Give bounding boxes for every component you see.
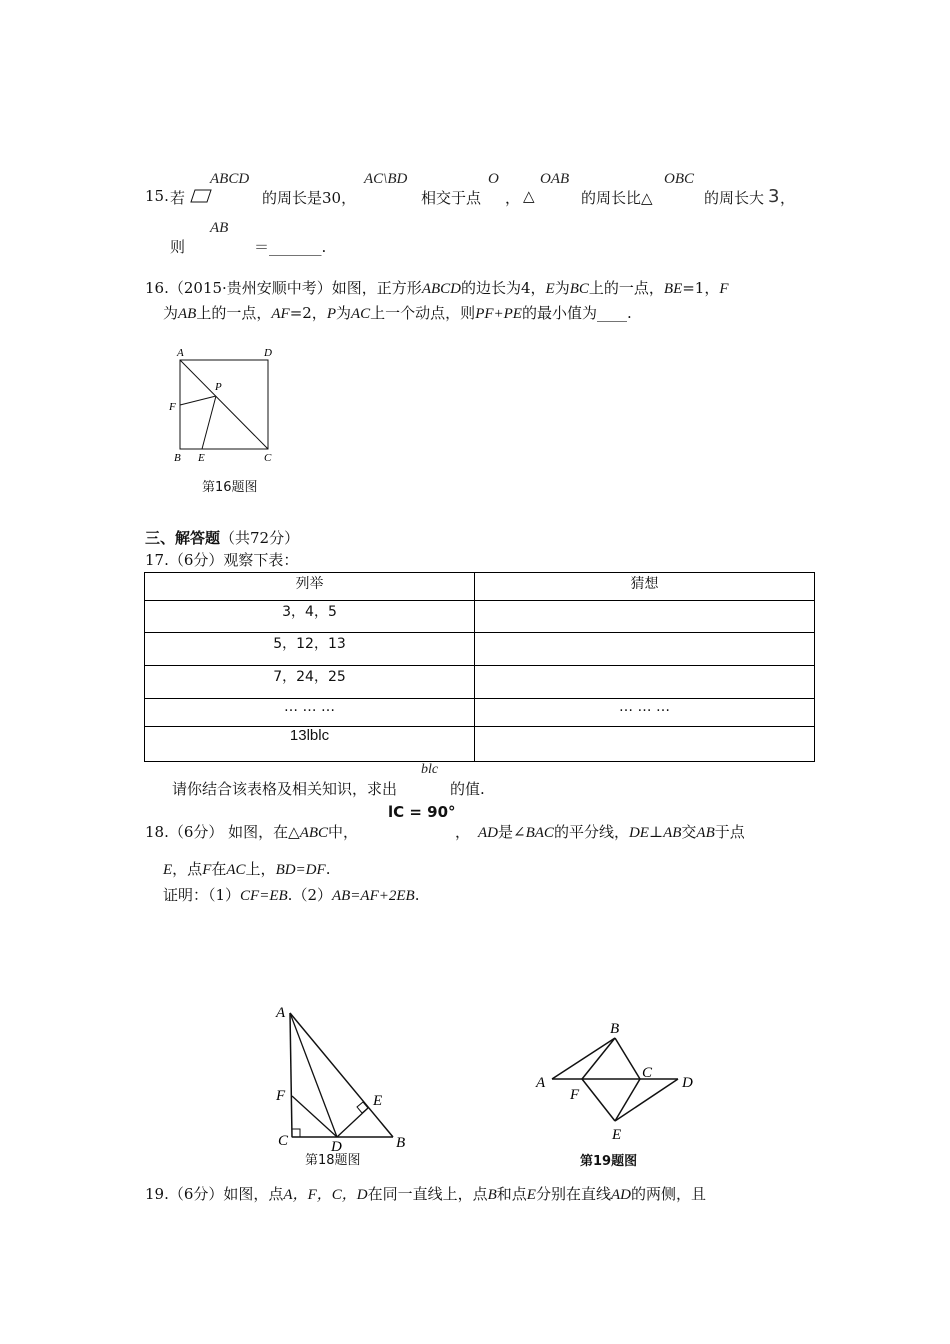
q18-bac: BAC — [525, 825, 554, 841]
q19-e: E — [526, 1187, 536, 1203]
q19-line1 — [145, 1183, 706, 1204]
q16-text: 为 — [163, 304, 179, 322]
q15-ruo: 若 — [170, 189, 186, 207]
q16-text: 为 — [335, 304, 351, 322]
q15-answer-blank: ＝_______. — [254, 238, 327, 256]
section-title: 三、解答题 — [145, 529, 221, 547]
q15-obc: OBC — [664, 171, 694, 187]
q16-pfpe: PF+PE — [475, 306, 522, 322]
table-cell — [475, 727, 815, 762]
segment-pe — [202, 396, 216, 449]
q15-text2: 相交于点 — [421, 189, 482, 207]
q16-af: AF — [271, 306, 290, 322]
segment-ab — [552, 1038, 615, 1079]
table-cell: 5，12，13 — [145, 633, 475, 666]
q15-oab: OAB — [540, 171, 570, 187]
q16-bc: BC — [569, 281, 589, 297]
q19-figure — [530, 1015, 705, 1145]
q18-line1 — [145, 821, 358, 842]
q19-text: 在同一直线上，点 — [367, 1185, 488, 1203]
label-f: F — [276, 1088, 286, 1104]
table-row — [145, 699, 815, 727]
header-cell: 列举 — [145, 573, 475, 601]
label-d: D — [264, 347, 272, 359]
q15-text4: 的周长大 — [704, 189, 765, 207]
q17-after-text: 请你结合该表格及相关知识，求出 — [172, 780, 398, 798]
label-b: B — [396, 1135, 406, 1151]
q19-text: 分别在直线 — [535, 1185, 611, 1203]
q18-ab: AB — [696, 825, 715, 841]
q18-triangle-figure — [270, 1000, 420, 1155]
q18-line3 — [163, 884, 420, 905]
label-c: C — [642, 1065, 653, 1081]
table-cell: 3，4，5 — [145, 601, 475, 633]
q15-triangle: △ — [523, 187, 535, 205]
q16-p: P — [326, 306, 336, 322]
label-p: P — [215, 381, 222, 393]
segment-fb — [582, 1038, 615, 1079]
q15-ab: AB — [210, 220, 229, 236]
q18-de: DE — [628, 825, 649, 841]
q16-text: 上一个动点，则 — [370, 304, 476, 322]
table-cell: … … … — [145, 699, 475, 727]
q15-text1: 的周长是30， — [262, 189, 357, 207]
q19-text: 和点 — [496, 1185, 527, 1203]
table-cell: 13lblc — [145, 727, 475, 762]
segment-fd — [292, 1096, 337, 1137]
label-a: A — [276, 1005, 286, 1021]
label-a: A — [536, 1075, 546, 1091]
q18-line1b — [455, 821, 745, 842]
q16-e: E — [545, 281, 555, 297]
q18-caption: 第18题图 — [305, 1153, 361, 1168]
label-e: E — [373, 1093, 383, 1109]
q16-text: 16.（2015·贵州安顺中考）如图，正方形 — [145, 279, 422, 297]
q15-number: 15. — [145, 187, 169, 205]
q18-text: ，点 — [172, 860, 203, 878]
q18-text: 在 — [211, 860, 227, 878]
q17-table — [144, 572, 815, 762]
q18-text: 证明：（1） — [163, 886, 241, 904]
q18-text: ， — [455, 823, 471, 841]
table-row — [145, 633, 815, 666]
q16-text: =1， — [682, 279, 720, 297]
right-angle-e — [357, 1102, 368, 1113]
q15-comma: ， — [505, 189, 521, 207]
table-row — [145, 601, 815, 633]
q17-after-text2: 的值. — [450, 780, 485, 798]
diagonal-ac — [180, 360, 268, 449]
side-ab — [290, 1013, 393, 1137]
q18-text: 于点 — [714, 823, 745, 841]
q15-text5: ， — [780, 189, 796, 207]
section-heading — [145, 527, 299, 548]
table-row — [145, 666, 815, 699]
q18-angle-c: lC = 90° — [388, 803, 456, 821]
label-b: B — [610, 1021, 620, 1037]
table-cell: 7，24，25 — [145, 666, 475, 699]
segment-ec — [615, 1079, 640, 1121]
label-f: F — [169, 401, 176, 413]
label-c: C — [264, 452, 272, 464]
q17-title: 17.（6分）观察下表： — [145, 551, 299, 569]
bisector-ad — [290, 1013, 337, 1137]
q18-abc: ABC — [299, 825, 329, 841]
q18-text: 18.（6分） 如图，在△ — [145, 823, 300, 841]
side-ac — [290, 1013, 292, 1137]
q19-text: 19.（6分）如图，点 — [145, 1185, 284, 1203]
q18-e: E — [163, 862, 173, 878]
q17-bc: blc — [421, 762, 439, 777]
q16-text: =2， — [289, 304, 327, 322]
table-cell — [475, 633, 815, 666]
q16-be: BE — [663, 281, 683, 297]
segment-ed — [615, 1079, 678, 1121]
q18-text: ⊥ — [648, 823, 664, 841]
table-row — [145, 727, 815, 762]
q18-ab: AB — [663, 825, 682, 841]
q16-ab: AB — [178, 306, 197, 322]
q16-text: 的边长为4， — [460, 279, 546, 297]
q19-caption: 第19题图 — [580, 1154, 638, 1169]
q16-line1 — [145, 277, 729, 298]
q18-ad: AD — [478, 825, 499, 841]
q18-text: 的平分线， — [553, 823, 629, 841]
table-cell — [475, 601, 815, 633]
q18-line2 — [163, 858, 330, 879]
q18-relation: AB=AF+2EB — [331, 888, 415, 904]
q18-text: . — [414, 886, 420, 904]
segment-fe — [582, 1079, 615, 1121]
header-cell: 猜想 — [475, 573, 815, 601]
q18-cfeb: CF=EB — [240, 888, 288, 904]
q19-b: B — [487, 1187, 497, 1203]
q15-o: O — [488, 171, 499, 187]
q16-caption: 第16题图 — [202, 480, 258, 495]
q18-text: 交 — [681, 823, 697, 841]
segment-pf — [180, 396, 216, 405]
q16-ac: AC — [351, 306, 371, 322]
label-a: A — [177, 347, 184, 359]
q19-text: 的两侧，且 — [630, 1185, 706, 1203]
table-header-row — [145, 573, 815, 601]
label-b: B — [174, 452, 181, 464]
q18-f: F — [202, 862, 212, 878]
parallelogram-icon — [190, 189, 212, 207]
right-angle-c — [292, 1129, 300, 1137]
label-e: E — [612, 1127, 622, 1143]
q15-ze: 则 — [170, 238, 186, 256]
q18-bddf: BD=DF — [275, 862, 326, 878]
label-e: E — [198, 452, 205, 464]
table-cell — [475, 666, 815, 699]
q16-square-figure — [160, 342, 290, 467]
q15-three: 3 — [768, 186, 780, 207]
q16-text: 为 — [554, 279, 570, 297]
q18-text: 是∠ — [498, 823, 526, 841]
q16-text: 上的一点， — [588, 279, 664, 297]
q16-abcd: ABCD — [421, 281, 461, 297]
q15-acbd: AC\BD — [364, 171, 408, 187]
q18-text: .（2） — [287, 886, 332, 904]
label-c: C — [278, 1133, 289, 1149]
table-cell: … … … — [475, 699, 815, 727]
q15-abcd: ABCD — [210, 171, 250, 187]
q18-text: 上， — [245, 860, 276, 878]
q18-text: . — [325, 860, 331, 878]
q19-ad: AD — [610, 1187, 631, 1203]
label-f: F — [570, 1087, 580, 1103]
q16-f: F — [719, 281, 729, 297]
q18-ac: AC — [226, 862, 246, 878]
q16-text: 上的一点， — [196, 304, 272, 322]
section-points: （共72分） — [220, 529, 300, 547]
q19-points: A，F，C，D — [283, 1187, 368, 1203]
segment-bc — [615, 1038, 640, 1079]
label-d: D — [331, 1139, 342, 1155]
q16-text: 的最小值为____. — [521, 304, 632, 322]
q15-text3: 的周长比△ — [581, 189, 653, 207]
q18-text: 中， — [328, 823, 359, 841]
q16-line2 — [163, 302, 632, 323]
label-d: D — [682, 1075, 693, 1091]
